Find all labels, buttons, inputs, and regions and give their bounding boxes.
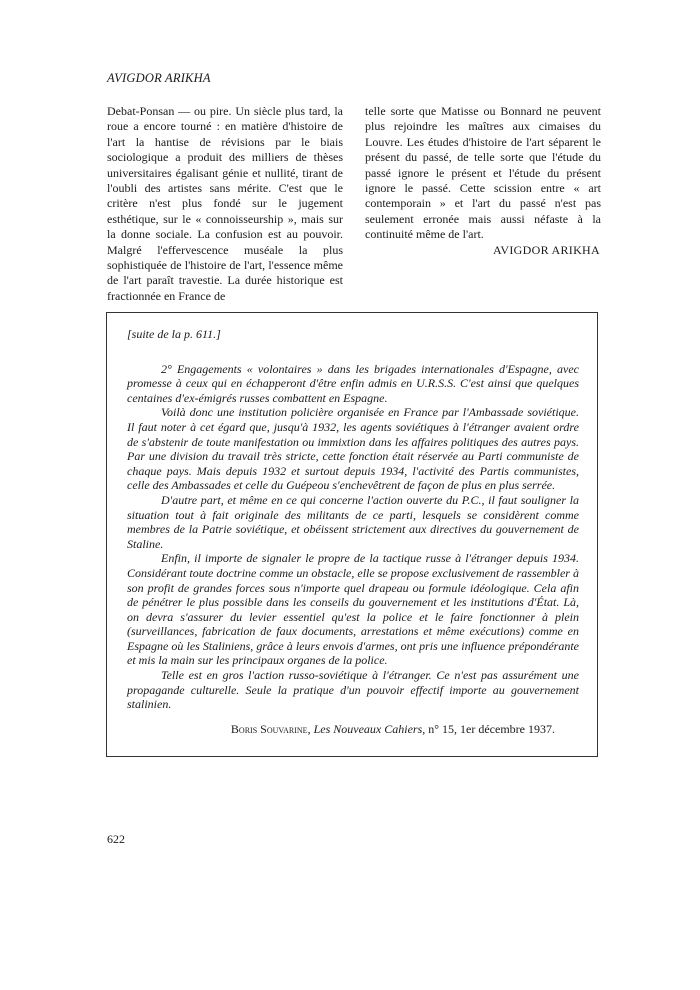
excerpt-paragraph: D'autre part, et même en ce qui concerne l'action ouverte du P.C., il faut souligner la situation tout à fait originale des militants de ce parti, lesquels se considèrent comme membres de la Patrie soviétique, et obéissent strictement aux directives du gouvernement de Staline.	[127, 492, 579, 551]
author-signature: AVIGDOR ARIKHA	[493, 243, 600, 257]
citation-details: n° 15, 1er décembre 1937.	[428, 721, 555, 736]
excerpt-paragraph: Telle est en gros l'action russo-soviétique à l'étranger. Ce n'est pas assurément une propagande culturelle. Seule la pratique d'un pouvoir effectif importe au gouvernement stalinien.	[127, 668, 579, 712]
excerpt-paragraph: Enfin, il importe de signaler le propre de la tactique russe à l'étranger depuis 1934. Considérant toute doctrine comme un obstacle, elle se propose exclusivement de rassembler à son profit de grandes forces sous n'importe quel drapeau ou formule idéologique. Cela afin de pénétrer le plus possible dans les conseils du gouvernement et les institutions d'État. Là, on devra s'assurer du levier essentiel qu'est la police et le faire fonctionner à plein (surveillances, fabrication de faux documents, arrestations et même exécutions) comme en Espagne où les Staliniens, grâce à leurs envois d'armes, ont pris une influence prépondérante et mis la main sur les principaux organes de la police.	[127, 551, 579, 668]
boxed-excerpt	[106, 312, 598, 757]
excerpt-paragraph: Voilà donc une institution policière organisée en France par l'Ambassade soviétique. Il faut noter à cet égard que, jusqu'à 1932, les agents soviétiques à l'étranger avaient ordre de s'abstenir de toute manifestation ou immixtion dans les affaires politiques des autres pays. Par une division du travail très stricte, cette fonction était réservée au Parti communiste de chaque pays. Mais depuis 1932 et surtout depuis 1934, l'activité des Partis communistes, celle des Ambassades et celle du Guépeou s'enchevêtrent de façon de plus en plus serrée.	[127, 405, 579, 493]
excerpt-paragraph: 2° Engagements « volontaires » dans les brigades internationales d'Espagne, avec promesse à ceux qui en échapperont d'être enfin admis en U.R.S.S. C'est ainsi que quelques centaines d'ex-émigrés russes combattent en Espagne.	[127, 361, 579, 405]
boxed-excerpt-body	[127, 327, 579, 736]
citation-author: Boris Souvarine,	[230, 721, 311, 736]
article-right-column: telle sorte que Matisse ou Bonnard ne peuvent plus rejoindre les maîtres aux cimaises du Louvre. Les études d'histoire de l'art séparent le présent du passé, de telle sorte que l'étude du passé ignore le présent et l'étude du présent ignore le passé. Cette scission entre « art contemporain » et l'art du passé n'est pas seulement erronée mais aussi néfaste à la continuité même de l'art.	[365, 104, 601, 242]
excerpt-citation	[127, 722, 579, 737]
article-left-column: Debat-Ponsan — ou pire. Un siècle plus tard, la roue a encore tourné : en matière d'histoire de l'art la hantise de révisions par le biais sociologique a produit des milliers de thèses universitaires égalisant génie et nullité, tirant de l'oubli des artistes sans mérite. C'est que le critère n'est plus fondé sur le jugement esthétique, sur le « connoisseurship », mais sur la donne sociale. La confusion est au pouvoir. Malgré l'effervescence muséale la plus sophistiquée de l'histoire de l'art, l'essence même de l'art paraît travestie. La durée historique est fractionnée en France de	[107, 104, 343, 303]
continuation-reference: [suite de la p. 611.]	[127, 327, 221, 341]
citation-journal: Les Nouveaux Cahiers,	[313, 721, 426, 736]
page-number: 622	[107, 832, 125, 846]
running-head: AVIGDOR ARIKHA	[107, 71, 211, 85]
